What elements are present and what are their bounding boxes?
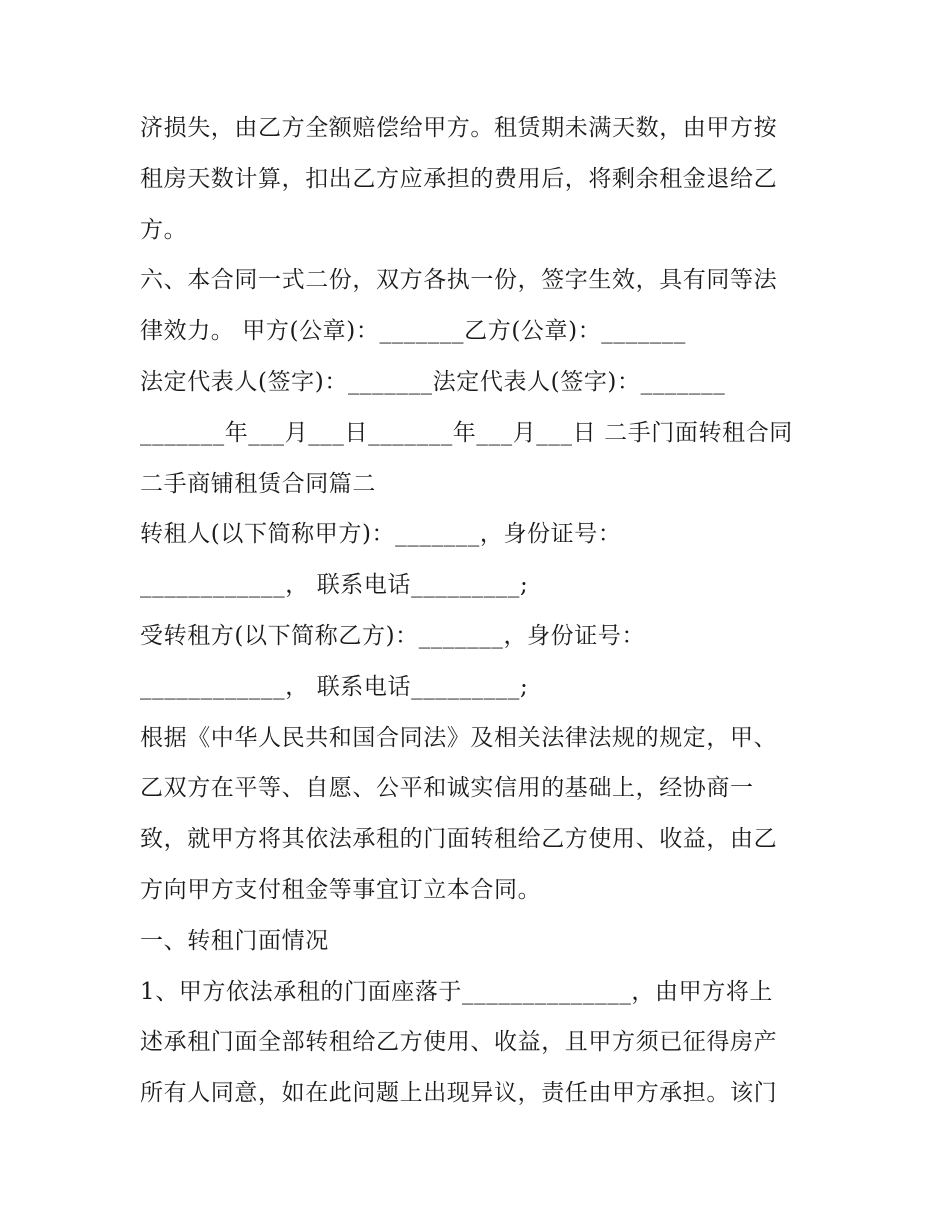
section-heading: 一、转租门面情况 bbox=[140, 927, 329, 954]
text-line: ____________， 联系电话_________; bbox=[140, 673, 529, 700]
section-heading: 二手商铺租赁合同篇二 bbox=[140, 470, 376, 497]
text-line: 述承租门面全部转租给乙方使用、收益，且甲方须已征得房产 bbox=[140, 1029, 778, 1056]
text-line: 租房天数计算，扣出乙方应承担的费用后，将剩余租金退给乙 bbox=[140, 165, 778, 192]
text-line: 乙双方在平等、自愿、公平和诚实信用的基础上，经协商一 bbox=[140, 775, 754, 802]
text-line: 致，就甲方将其依法承租的门面转租给乙方使用、收益，由乙 bbox=[140, 826, 778, 853]
text-line: 方。 bbox=[140, 216, 188, 243]
text-line: 律效力。 甲方(公章)：_______乙方(公章)：_______ bbox=[140, 318, 687, 345]
text-line: ____________， 联系电话_________; bbox=[140, 572, 529, 599]
text-line: _______年___月___日_______年___月___日 二手门面转租合同 bbox=[140, 419, 793, 446]
text-line: 六、本合同一式二份，双方各执一份，签字生效，具有同等法 bbox=[140, 267, 778, 294]
text-line: 根据《中华人民共和国合同法》及相关法律法规的规定，甲、 bbox=[140, 724, 778, 751]
text-line: 济损失，由乙方全额赔偿给甲方。租赁期未满天数，由甲方按 bbox=[140, 115, 778, 141]
text-line: 受转租方(以下简称乙方)：_______，身份证号： bbox=[140, 622, 646, 649]
text-line: 转租人(以下简称甲方)：_______，身份证号： bbox=[140, 521, 622, 548]
text-line: 法定代表人(签字)：_______法定代表人(签字)：_______ bbox=[140, 368, 726, 395]
text-line: 方向甲方支付租金等事宜订立本合同。 bbox=[140, 876, 542, 903]
document-body bbox=[140, 103, 820, 1119]
text-line: 1、甲方依法承租的门面座落于______________，由甲方将上 bbox=[140, 978, 774, 1005]
text-line: 所有人同意，如在此问题上出现异议，责任由甲方承担。该门 bbox=[140, 1080, 778, 1107]
